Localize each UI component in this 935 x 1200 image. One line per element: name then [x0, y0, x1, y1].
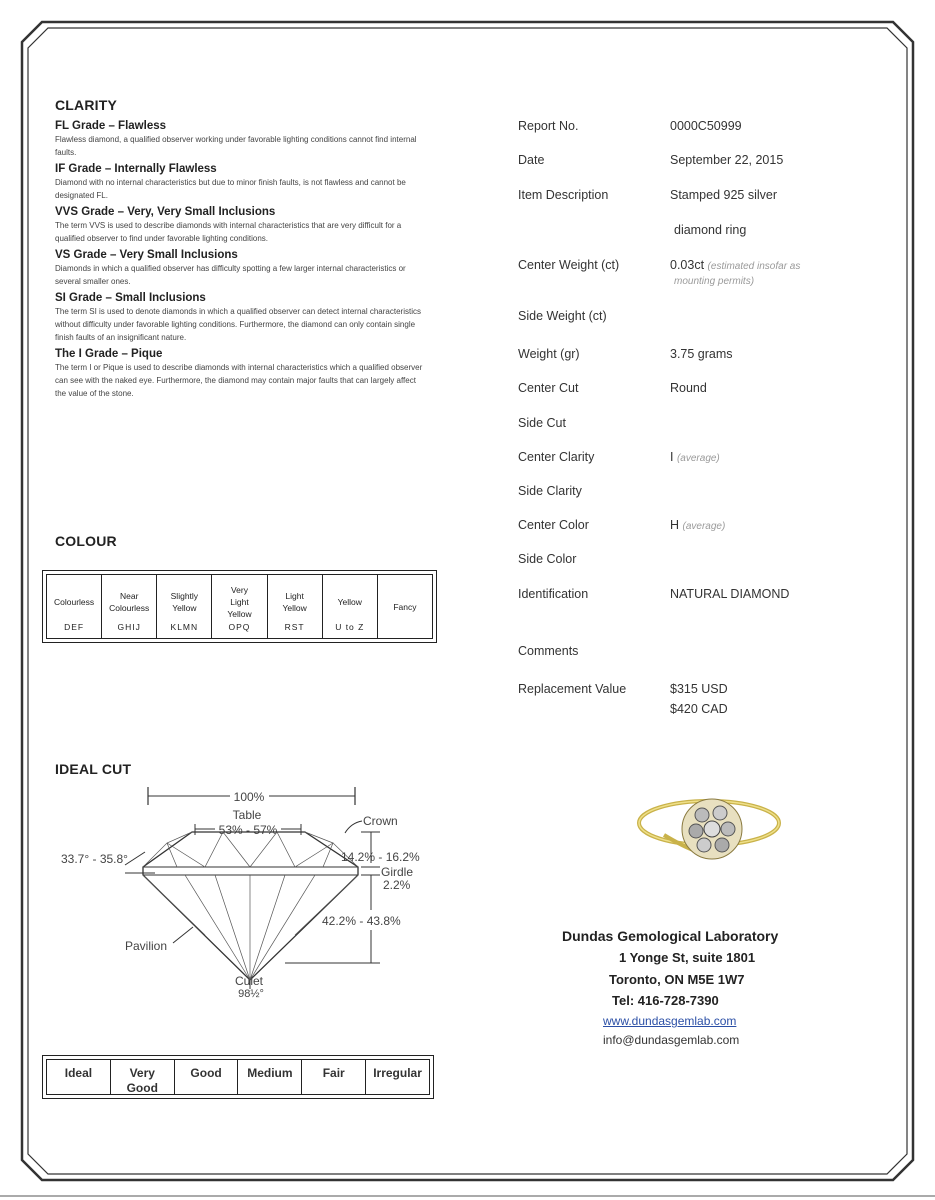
cut-grade-cell: Good [175, 1060, 239, 1094]
colour-cell: Near Colourless GHIJ [102, 575, 157, 638]
colour-cell: Colourless DEF [47, 575, 102, 638]
clarity-grade [55, 291, 427, 344]
colour-cell: Slightly Yellow KLMN [157, 575, 212, 638]
colour-cell: Light Yellow RST [268, 575, 323, 638]
grade-title: The I Grade – Pique [55, 348, 163, 360]
grade-description: The term I or Pique is used to describe diamonds with internal characteristics which a qualified observer can see with the naked eye. Furthermore, the diamond may contain major faults that can largely affect the value of the stone. [55, 363, 423, 398]
colour-scale-table [42, 570, 437, 643]
grade-title: VS Grade – Very Small Inclusions [55, 249, 238, 261]
culet-angle-label: 98½° [238, 988, 264, 1000]
girdle-percent-label: 2.2% [383, 878, 411, 892]
grade-description: The term VVS is used to describe diamonds with internal characteristics that are very difficult for a qualified observer to find under favorable lighting conditions. [55, 221, 402, 243]
grade-description: Diamond with no internal characteristics but due to minor finish faults, is not flawless and cannot be designated FL. [55, 178, 406, 200]
lab-address-line1: 1 Yonge St, suite 1801 [619, 950, 756, 965]
grade-title: FL Grade – Flawless [55, 120, 167, 132]
girdle-label: Girdle [381, 865, 414, 879]
pavilion-depth-label: 42.2% - 43.8% [322, 914, 401, 928]
clarity-grade [55, 248, 427, 288]
colour-cell-fancy: Fancy [393, 601, 417, 612]
crown-label: Crown [363, 814, 398, 828]
cut-grade-cell: Medium [238, 1060, 302, 1094]
pavilion-label: Pavilion [125, 939, 168, 953]
culet-label: Culet [234, 974, 264, 988]
cut-grade-cell: Ideal [47, 1060, 111, 1094]
cut-grade-table [42, 1055, 434, 1099]
colour-cell: Yellow U to Z [323, 575, 378, 638]
clarity-grade [55, 119, 427, 159]
clarity-grade [55, 162, 427, 202]
cut-grade-cell: Irregular [373, 1066, 422, 1080]
lab-website-link[interactable]: www.dundasgemlab.com [603, 1014, 737, 1028]
cut-grade-cell: Very Good [111, 1060, 175, 1094]
table-range-label: 53% - 57% [218, 823, 278, 837]
grade-description: Flawless diamond, a qualified observer working under favorable lighting conditions cannot find internal faults. [55, 135, 417, 157]
clarity-title: CLARITY [55, 97, 118, 113]
crown-angle-label: 33.7° - 35.8° [61, 852, 128, 866]
clarity-grade [55, 205, 427, 245]
ideal-cut-title: IDEAL CUT [55, 761, 132, 777]
ring-photo [634, 785, 784, 875]
clarity-section [55, 97, 427, 402]
ideal-cut-diagram [55, 785, 425, 1005]
clarity-grade [55, 347, 427, 400]
table-label: Table [232, 808, 262, 822]
center-weight-note: mounting permits) [674, 276, 755, 287]
grade-title: IF Grade – Internally Flawless [55, 163, 217, 175]
crown-height-label: 14.2% - 16.2% [341, 850, 420, 864]
lab-telephone: Tel: 416-728-7390 [612, 993, 719, 1008]
grade-title: VVS Grade – Very, Very Small Inclusions [55, 206, 276, 218]
cut-grade-cell: Fair [302, 1060, 366, 1094]
colour-cell: Very Light Yellow OPQ [212, 575, 267, 638]
lab-name: Dundas Gemological Laboratory [562, 928, 779, 944]
total-width-label: 100% [233, 790, 265, 804]
lab-address-line2: Toronto, ON M5E 1W7 [609, 972, 745, 987]
grade-description: Diamonds in which a qualified observer has difficulty spotting a few larger internal characteristics or several smaller ones. [55, 264, 406, 286]
lab-email[interactable]: info@dundasgemlab.com [603, 1033, 740, 1047]
grade-description: The term SI is used to denote diamonds in which a qualified observer can detect internal characteristics without difficulty under favorable lighting conditions. Furthermore, the diamond can only contain single finish faults of an insignificant nature. [55, 307, 421, 342]
grade-title: SI Grade – Small Inclusions [55, 292, 206, 304]
colour-title: COLOUR [55, 533, 117, 549]
